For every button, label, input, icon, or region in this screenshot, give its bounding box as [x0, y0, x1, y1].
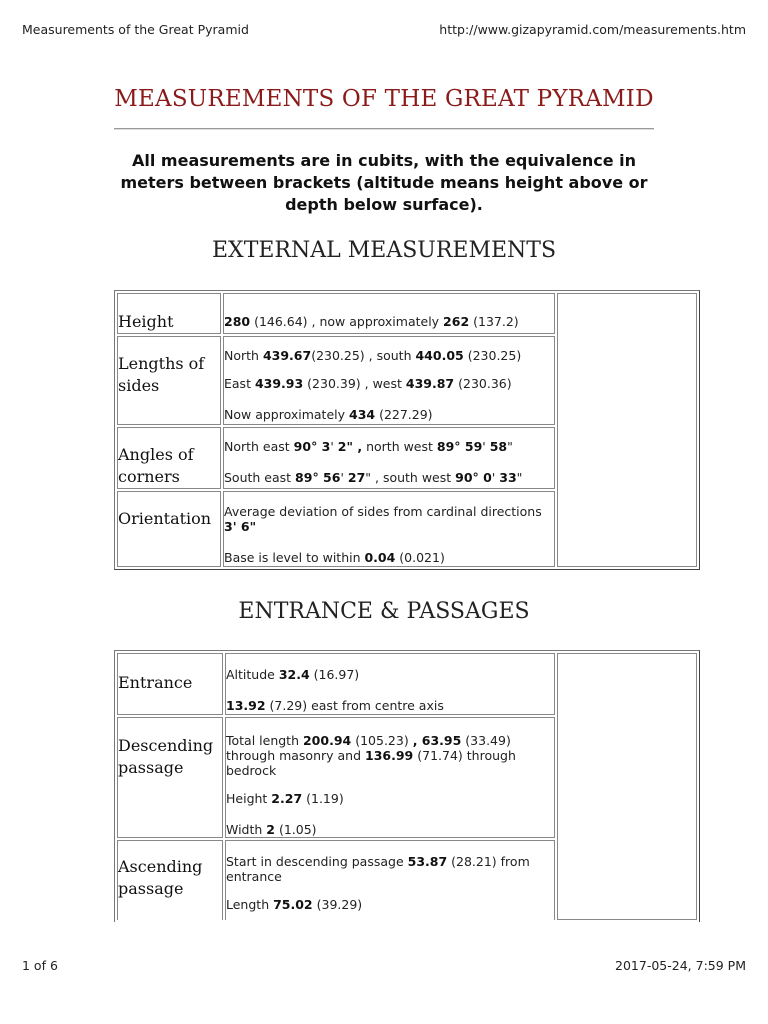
table-row	[117, 293, 697, 334]
orientation-values: Average deviation of sides from cardinal directions 3' 6" Base is level to within 0.04 (0.021)	[223, 491, 555, 567]
row-label-descending-passage: Descending passage	[117, 717, 223, 838]
row-label-ascending-passage: Ascending passage	[117, 840, 223, 920]
external-measurements-table	[114, 290, 700, 570]
entrance-passages-table	[114, 650, 700, 922]
sides-values: North 439.67(230.25) , south 440.05 (230.25) East 439.93 (230.39) , west 439.87 (230.36) Now approximately 434 (227.29)	[223, 336, 555, 425]
ascending-values: Start in descending passage 53.87 (28.21) from entrance Length 75.02 (39.29)	[225, 840, 555, 920]
row-label-orientation: Orientation	[117, 491, 221, 567]
entrance-passages-heading: ENTRANCE & PASSAGES	[238, 599, 530, 624]
print-datetime: 2017-05-24, 7:59 PM	[615, 958, 746, 973]
external-measurements-heading: EXTERNAL MEASUREMENTS	[211, 238, 557, 263]
title-divider	[114, 128, 654, 130]
page-title: MEASUREMENTS OF THE GREAT PYRAMID	[114, 86, 654, 112]
document-title: Measurements of the Great Pyramid	[22, 22, 249, 37]
row-label-lengths-of-sides: Lengths of sides	[117, 336, 221, 425]
page-url[interactable]: http://www.gizapyramid.com/measurements.htm	[439, 22, 746, 37]
entrance-values: Altitude 32.4 (16.97) 13.92 (7.29) east from centre axis	[225, 653, 555, 715]
angles-values: North east 90° 3' 2" , north west 89° 59' 58" South east 89° 56' 27" , south west 90° 0' 33"	[223, 427, 555, 489]
row-label-angles-of-corners: Angles of corners	[117, 427, 221, 489]
intro-paragraph: All measurements are in cubits, with the equivalence in meters between brackets (altitude means height above or depth below surface).	[120, 151, 648, 214]
blank-column	[557, 293, 697, 567]
row-label-entrance: Entrance	[117, 653, 223, 715]
height-values: 280 (146.64) , now approximately 262 (137.2)	[223, 293, 555, 334]
row-label-height: Height	[117, 293, 221, 334]
table-row	[117, 653, 697, 715]
blank-column	[557, 653, 697, 920]
page-number: 1 of 6	[22, 958, 58, 973]
descending-values: Total length 200.94 (105.23) , 63.95 (33.49) through masonry and 136.99 (71.74) through bedrock Height 2.27 (1.19) Width 2 (1.05)	[225, 717, 555, 838]
